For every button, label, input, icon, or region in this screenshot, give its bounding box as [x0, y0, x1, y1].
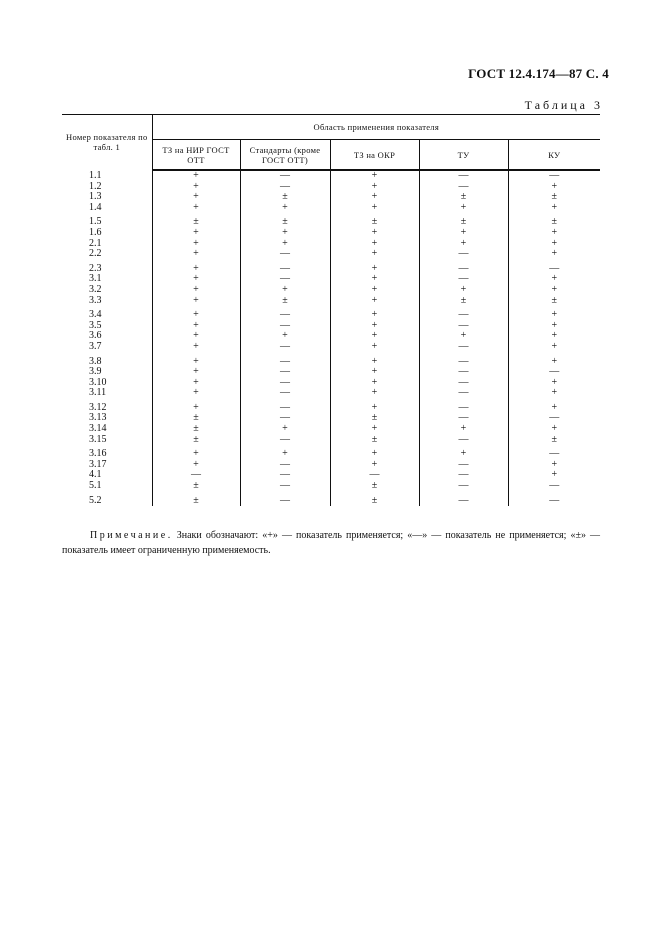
table-cell: + — [551, 283, 558, 295]
table-cell: — — [419, 470, 508, 481]
table-cell: — — [240, 321, 330, 332]
table-row — [62, 260, 600, 275]
table-cell: + — [551, 226, 558, 238]
row-number: 3.5 — [62, 321, 152, 332]
table-cell: + — [551, 387, 558, 399]
row-number: 3.16 — [62, 445, 152, 460]
row-number: 5.2 — [62, 492, 152, 507]
table-cell: — — [152, 470, 240, 481]
table-cell: + — [152, 445, 240, 460]
table-cell: + — [330, 424, 419, 435]
table-cell: + — [330, 399, 419, 414]
table-cell: — — [240, 170, 330, 182]
row-number: 3.8 — [62, 353, 152, 368]
column-header: КУ — [508, 140, 600, 171]
table-cell: — — [419, 353, 508, 368]
table-cell: — — [419, 170, 508, 182]
table-cell: + — [330, 296, 419, 307]
row-number-header: Номер показателя по табл. 1 — [62, 114, 152, 170]
table-cell: + — [152, 331, 240, 342]
table-cell: + — [152, 306, 240, 321]
table-cell: — — [419, 399, 508, 414]
table-row — [62, 460, 600, 471]
table-cell: + — [152, 353, 240, 368]
table-cell: ± — [152, 213, 240, 228]
table-cell: ± — [152, 481, 240, 492]
table-cell: + — [551, 237, 558, 249]
table-row — [62, 249, 600, 260]
table-row — [62, 399, 600, 414]
table-row — [62, 378, 600, 389]
row-number: 1.2 — [62, 182, 152, 193]
table-row — [62, 285, 600, 296]
table-cell: — — [240, 470, 330, 481]
table-cell: — — [549, 262, 560, 274]
row-number: 3.13 — [62, 413, 152, 424]
table-cell: — — [240, 388, 330, 399]
group-header: Область применения показателя — [152, 114, 600, 140]
table-cell: + — [152, 192, 240, 203]
table-cell: ± — [330, 413, 419, 424]
table-row — [62, 413, 600, 424]
table-cell: — — [549, 366, 560, 378]
row-number: 3.9 — [62, 367, 152, 378]
table-cell: + — [330, 321, 419, 332]
applicability-table — [62, 114, 600, 506]
table-cell: + — [152, 249, 240, 260]
table-cell: — — [419, 306, 508, 321]
table-cell: ± — [551, 433, 558, 445]
table-row — [62, 213, 600, 228]
table-cell: ± — [551, 294, 558, 306]
row-number: 5.1 — [62, 481, 152, 492]
table-cell: + — [551, 340, 558, 352]
table-cell: ± — [152, 424, 240, 435]
table-cell: + — [551, 376, 558, 388]
table-cell: ± — [152, 492, 240, 507]
note-lead: Примечание. — [90, 530, 173, 541]
table-cell: — — [419, 481, 508, 492]
table-cell: — — [419, 342, 508, 353]
table-cell: + — [330, 342, 419, 353]
row-number: 3.15 — [62, 435, 152, 446]
column-header: ТУ — [419, 140, 508, 171]
table-cell: ± — [330, 481, 419, 492]
table-cell: + — [551, 401, 558, 413]
table-cell: + — [330, 239, 419, 250]
table-row — [62, 342, 600, 353]
row-number: 1.6 — [62, 228, 152, 239]
table-cell: + — [240, 331, 330, 342]
table-cell: — — [419, 378, 508, 389]
row-number: 1.1 — [62, 170, 152, 182]
table-cell: ± — [240, 192, 330, 203]
table-cell: + — [551, 180, 558, 192]
row-number: 3.7 — [62, 342, 152, 353]
row-number: 3.17 — [62, 460, 152, 471]
table-cell: — — [240, 399, 330, 414]
row-number: 2.2 — [62, 249, 152, 260]
table-cell: — — [419, 249, 508, 260]
table-cell: + — [152, 378, 240, 389]
table-cell: + — [330, 170, 419, 182]
row-number: 2.3 — [62, 260, 152, 275]
table-cell: + — [330, 182, 419, 193]
table-cell: — — [419, 435, 508, 446]
table-cell: + — [240, 285, 330, 296]
table-cell: ± — [330, 492, 419, 507]
table-cell: + — [240, 239, 330, 250]
table-row — [62, 321, 600, 332]
table-cell: + — [330, 249, 419, 260]
table-cell: — — [419, 388, 508, 399]
table-row — [62, 435, 600, 446]
row-number: 2.1 — [62, 239, 152, 250]
table-cell: ± — [551, 216, 558, 228]
table-cell: + — [551, 330, 558, 342]
table-cell: ± — [152, 435, 240, 446]
table-row — [62, 192, 600, 203]
table-cell: + — [152, 342, 240, 353]
table-row — [62, 331, 600, 342]
table-note — [62, 528, 600, 558]
table-row — [62, 228, 600, 239]
table-cell: + — [152, 239, 240, 250]
column-header: ТЗ на ОКР — [330, 140, 419, 171]
table-cell: ± — [419, 213, 508, 228]
table-cell: + — [152, 203, 240, 214]
row-number: 3.10 — [62, 378, 152, 389]
row-number: 3.12 — [62, 399, 152, 414]
table-cell: — — [419, 260, 508, 275]
table-row — [62, 353, 600, 368]
table-row — [62, 203, 600, 214]
table-cell: + — [330, 192, 419, 203]
table-cell: + — [419, 331, 508, 342]
table-cell: — — [549, 170, 560, 181]
table-cell: ± — [419, 192, 508, 203]
table-cell: + — [152, 285, 240, 296]
table-cell: + — [330, 331, 419, 342]
table-cell: + — [152, 321, 240, 332]
table-row — [62, 170, 600, 182]
table-cell: — — [419, 492, 508, 507]
table-row — [62, 388, 600, 399]
table-cell: — — [419, 182, 508, 193]
table-cell: + — [551, 248, 558, 260]
row-number: 1.3 — [62, 192, 152, 203]
row-number: 1.5 — [62, 213, 152, 228]
page-header: ГОСТ 12.4.174—87 С. 4 — [468, 66, 609, 81]
table-cell: + — [152, 228, 240, 239]
table-cell: + — [152, 399, 240, 414]
table-cell: ± — [330, 213, 419, 228]
table-row — [62, 239, 600, 250]
table-cell: + — [330, 274, 419, 285]
table-cell: — — [330, 470, 419, 481]
row-number: 3.1 — [62, 274, 152, 285]
table-cell: + — [551, 458, 558, 470]
table-cell: ± — [152, 413, 240, 424]
table-cell: ± — [240, 213, 330, 228]
table-cell: — — [240, 342, 330, 353]
table-row — [62, 470, 600, 481]
table-cell: ± — [551, 191, 558, 203]
table-cell: + — [551, 469, 558, 481]
table-cell: + — [330, 378, 419, 389]
table-cell: — — [240, 492, 330, 507]
row-number: 1.4 — [62, 203, 152, 214]
row-number: 3.6 — [62, 331, 152, 342]
table-row — [62, 274, 600, 285]
table-row — [62, 481, 600, 492]
table-cell: + — [152, 460, 240, 471]
table-cell: + — [330, 228, 419, 239]
table-cell: — — [549, 448, 560, 460]
table-label: Таблица 3 — [524, 98, 603, 112]
table-cell: + — [551, 309, 558, 321]
table-cell: + — [152, 182, 240, 193]
table-cell: + — [330, 367, 419, 378]
table-cell: + — [551, 423, 558, 435]
table-cell: — — [240, 306, 330, 321]
table-cell: + — [330, 203, 419, 214]
table-cell: + — [330, 388, 419, 399]
table-row — [62, 424, 600, 435]
row-number: 3.14 — [62, 424, 152, 435]
table-cell: ± — [240, 296, 330, 307]
column-header: ТЗ на НИР ГОСТ ОТТ — [152, 140, 240, 171]
table-cell: + — [240, 424, 330, 435]
table-cell: — — [419, 413, 508, 424]
table-cell: + — [330, 306, 419, 321]
table-cell: ± — [419, 296, 508, 307]
table-cell: — — [240, 413, 330, 424]
table-cell: + — [152, 388, 240, 399]
table-cell: ± — [330, 435, 419, 446]
table-cell: + — [419, 445, 508, 460]
table-cell: + — [551, 273, 558, 285]
table-cell: + — [419, 228, 508, 239]
table-cell: + — [152, 170, 240, 182]
row-number: 3.4 — [62, 306, 152, 321]
table-cell: + — [240, 228, 330, 239]
table-cell: + — [240, 203, 330, 214]
row-number: 3.3 — [62, 296, 152, 307]
table-cell: — — [240, 367, 330, 378]
table-row — [62, 367, 600, 378]
table-cell: + — [152, 296, 240, 307]
table-row — [62, 306, 600, 321]
table-cell: + — [330, 285, 419, 296]
table-cell: + — [152, 274, 240, 285]
table-row — [62, 445, 600, 460]
table-cell: + — [330, 260, 419, 275]
table-cell: — — [549, 480, 560, 492]
table-cell: — — [419, 321, 508, 332]
table-cell: — — [240, 435, 330, 446]
table-cell: + — [419, 424, 508, 435]
table-cell: + — [330, 445, 419, 460]
table-cell: — — [419, 460, 508, 471]
row-number: 4.1 — [62, 470, 152, 481]
row-number: 3.11 — [62, 388, 152, 399]
table-cell: — — [549, 412, 560, 424]
table-cell: + — [551, 319, 558, 331]
table-cell: — — [240, 481, 330, 492]
table-cell: + — [240, 445, 330, 460]
table-cell: + — [419, 239, 508, 250]
table-cell: — — [240, 378, 330, 389]
table-cell: + — [419, 285, 508, 296]
table-cell: — — [240, 460, 330, 471]
note-text: Знаки обозначают: «+» — показатель применяется; «—» — показатель не применяется; «±» — показатель имеет ограниченную применяемость. — [62, 530, 600, 556]
table-cell: — — [240, 353, 330, 368]
table-cell: — — [240, 274, 330, 285]
table-cell: — — [419, 367, 508, 378]
row-number: 3.2 — [62, 285, 152, 296]
table-cell: — — [419, 274, 508, 285]
table-cell: — — [240, 260, 330, 275]
table-cell: — — [549, 494, 560, 506]
table-row — [62, 182, 600, 193]
column-header: Стандарты (кроме ГОСТ ОТТ) — [240, 140, 330, 171]
table-cell: + — [551, 201, 558, 213]
table-cell: + — [551, 355, 558, 367]
table-cell: — — [240, 182, 330, 193]
table-cell: + — [419, 203, 508, 214]
table-cell: + — [152, 367, 240, 378]
table-body — [62, 170, 600, 506]
table-cell: + — [152, 260, 240, 275]
table-row — [62, 296, 600, 307]
table-cell: + — [330, 353, 419, 368]
table-cell: — — [240, 249, 330, 260]
table-row — [62, 492, 600, 507]
table-cell: + — [330, 460, 419, 471]
